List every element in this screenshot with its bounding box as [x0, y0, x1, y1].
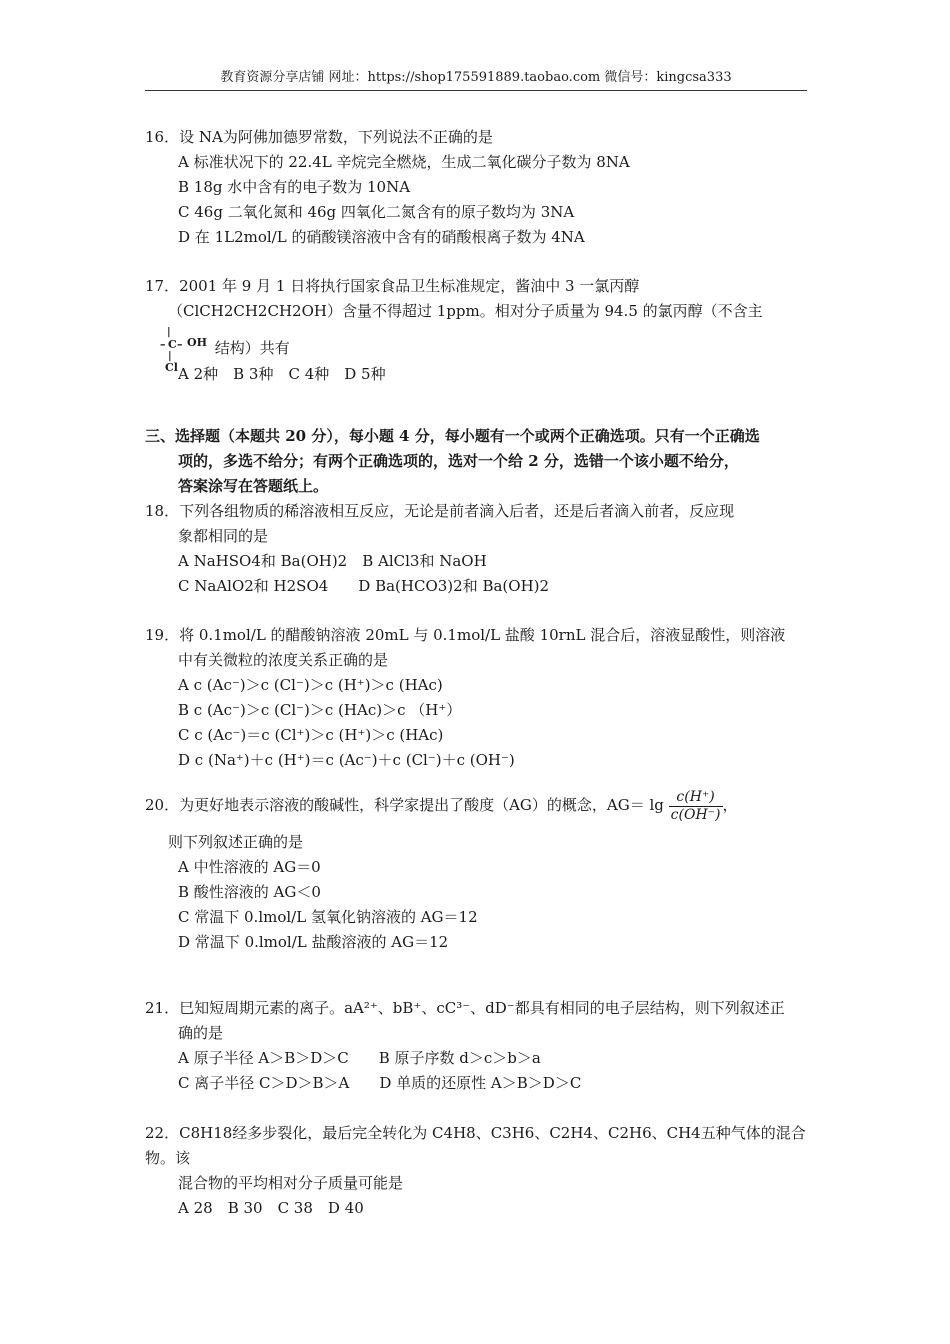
q16-option-c: C 46g 二氧化氮和 46g 四氧化二氮含有的原子数均为 3NA [178, 203, 575, 221]
section-3-heading [145, 424, 810, 499]
section-3-line1: 三、选择题（本题共 20 分），每小题 4 分，每小题有一个或两个正确选项。只有一个正确选 [145, 427, 760, 445]
q19-option-c: C c (Ac⁻)＝c (Cl⁺)＞c (H⁺)＞c (HAc) [178, 726, 444, 744]
q18-options-cd: C NaAlO2和 H2SO4 D Ba(HCO3)2和 Ba(OH)2 [178, 577, 550, 595]
q20-option-a: A 中性溶液的 AG＝0 [178, 858, 321, 876]
q19-stem: 19．将 0.1mol/L 的醋酸钠溶液 20mL 与 0.1mol/L 盐酸 10rnL 混合后，溶液显酸性，则溶液 [145, 626, 786, 644]
q18-stem-line2: 象都相同的是 [178, 527, 269, 545]
q20-option-b: B 酸性溶液的 AG＜0 [178, 883, 321, 901]
page-header: 教育资源分享店铺 网址：https://shop175591889.taobao.com 微信号：kingcsa333 [145, 66, 807, 91]
q16-stem: 16．设 NA为阿佛加德罗常数，下列说法不正确的是 [145, 128, 493, 146]
question-21 [145, 996, 810, 1096]
q21-options-ab: A 原子半径 A＞B＞D＞C B 原子序数 d＞c＞b＞a [178, 1049, 541, 1067]
q17-stem-line3: 结构）共有 [214, 339, 290, 357]
q20-stem-end: ， [722, 796, 738, 814]
q19-stem-line2: 中有关微粒的浓度关系正确的是 [178, 651, 389, 669]
q18-options-ab: A NaHSO4和 Ba(OH)2 B AlCl3和 NaOH [178, 552, 487, 570]
q22-stem: 22．C8H18经多步裂化，最后完全转化为 C4H8、C3H6、C2H4、C2H6、CH4五种气体的混合物。该 [145, 1124, 806, 1167]
q17-options: A 2种 B 3种 C 4种 D 5种 [178, 365, 386, 383]
q19-option-d: D c (Na⁺)＋c (H⁺)＝c (Ac⁻)＋c (Cl⁻)＋c (OH⁻) [178, 751, 515, 769]
q21-options-cd: C 离子半径 C＞D＞B＞A D 单质的还原性 A＞B＞D＞C [178, 1074, 582, 1092]
q22-options: A 28 B 30 C 38 D 40 [178, 1199, 364, 1217]
q19-option-b: B c (Ac⁻)＞c (Cl⁻)＞c (HAc)＞c （H⁺） [178, 701, 462, 719]
q19-option-a: A c (Ac⁻)＞c (Cl⁻)＞c (H⁺)＞c (HAc) [178, 676, 443, 694]
question-19 [145, 623, 810, 773]
q20-stem-line2: 则下列叙述正确的是 [168, 833, 304, 851]
q17-stem: 17．2001 年 9 月 1 日将执行国家食品卫生标准规定，酱油中 3 一氯丙醇 [145, 277, 640, 295]
question-16 [145, 125, 810, 250]
q16-option-d: D 在 1L2mol/L 的硝酸镁溶液中含有的硝酸根离子数为 4NA [178, 228, 585, 246]
question-20 [145, 780, 810, 955]
question-17 [145, 274, 810, 387]
q21-stem: 21．巳知短周期元素的离子。aA²⁺、bB⁺、cC³⁻、dD⁻都具有相同的电子层结构，则下列叙述正 [145, 999, 785, 1017]
q21-stem-line2: 确的是 [178, 1024, 224, 1042]
ag-fraction [669, 789, 723, 824]
q22-stem-line2: 混合物的平均相对分子质量可能是 [178, 1174, 404, 1192]
q20-stem-line [145, 780, 810, 830]
q20-option-d: D 常温下 0.lmol/L 盐酸溶液的 AG＝12 [178, 933, 449, 951]
q20-option-c: C 常温下 0.lmol/L 氢氧化钠溶液的 AG＝12 [178, 908, 478, 926]
q18-stem: 18．下列各组物质的稀溶液相互反应，无论是前者滴入后者，还是后者滴入前者，反应现 [145, 502, 735, 520]
chloropropanol-structure: | – C – OH | Cl [160, 327, 207, 374]
question-18 [145, 499, 810, 599]
q20-stem: 20．为更好地表示溶液的酸碱性，科学家提出了酸度（AG）的概念，AG＝ lg [145, 796, 664, 814]
fraction-numerator: c(H⁺) [669, 789, 723, 807]
question-22 [145, 1121, 810, 1221]
q17-stem-line2: （ClCH2CH2CH2OH）含量不得超过 1ppm。相对分子质量为 94.5 的氯丙醇（不含主 [168, 302, 763, 320]
q16-option-a: A 标准状况下的 22.4L 辛烷完全燃烧，生成二氧化碳分子数为 8NA [178, 153, 630, 171]
q16-option-b: B 18g 水中含有的电子数为 10NA [178, 178, 411, 196]
section-3-line3: 答案涂写在答题纸上。 [178, 477, 329, 495]
fraction-denominator: c(OH⁻) [670, 806, 721, 823]
section-3-line2: 项的，多选不给分；有两个正确选项的，选对一个给 2 分，选错一个该小题不给分， [178, 452, 739, 470]
